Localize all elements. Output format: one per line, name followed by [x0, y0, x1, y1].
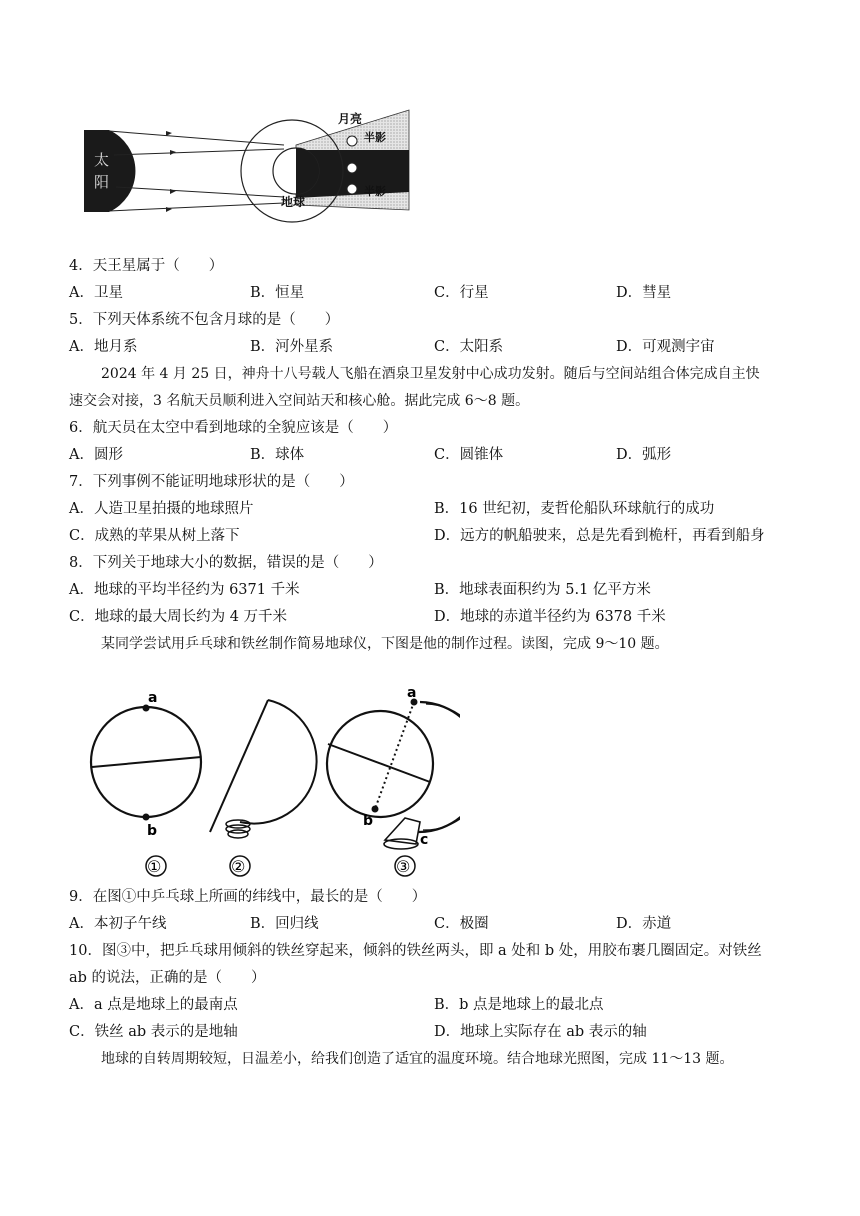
wire-coil [228, 830, 248, 838]
eclipse-diagram [84, 105, 424, 240]
penumbra-top-label: 半影 [364, 131, 386, 144]
latitude-line-3 [328, 744, 430, 782]
q10-stem-line2: ab 的说法，正确的是（ ） [69, 970, 266, 986]
q4-stem: 4．天王星属于（ ） [69, 258, 224, 274]
q9-option-c[interactable]: C．极圈 [434, 916, 489, 932]
q4-option-c[interactable]: C．行星 [434, 285, 489, 301]
q5-stem: 5．下列天体系统不包含月球的是（ ） [69, 312, 340, 328]
q10-option-c[interactable]: C．铁丝 ab 表示的是地轴 [69, 1024, 238, 1040]
earth-label: 地球 [281, 195, 306, 209]
q4-option-a[interactable]: A．卫星 [69, 285, 123, 301]
q7-option-a[interactable]: A．人造卫星拍摄的地球照片 [69, 501, 254, 517]
q5-option-b[interactable]: B．河外星系 [250, 339, 334, 355]
passage-6-8-line2: 速交会对接，3 名航天员顺利进入空间站天和核心舱。据此完成 6～8 题。 [69, 393, 530, 409]
sun-shape [84, 130, 135, 212]
q6-option-d[interactable]: D．弧形 [616, 447, 672, 463]
q9-stem: 9．在图①中乒乓球上所画的纬线中，最长的是（ ） [69, 889, 427, 905]
point-b-1 [143, 814, 150, 821]
q8-option-d[interactable]: D．地球的赤道半径约为 6378 千米 [434, 609, 666, 625]
q8-option-b[interactable]: B．地球表面积约为 5.1 亿平方米 [434, 582, 651, 598]
ray-arrow [170, 189, 176, 194]
sun-label-2: 阳 [94, 173, 110, 191]
label-a-1: a [148, 690, 158, 706]
q7-option-d[interactable]: D．远方的帆船驶来，总是先看到桅杆，再看到船身 [434, 528, 765, 544]
label-b-1: b [147, 823, 158, 839]
ray-arrow [166, 131, 172, 136]
wire-half-circle [240, 700, 317, 824]
passage-11-13-line1: 地球的自转周期较短，日温差小，给我们创造了适宜的温度环境。结合地球光照图，完成 11～13 题。 [101, 1051, 734, 1067]
q9-option-a[interactable]: A．本初子午线 [69, 916, 167, 932]
q7-option-b[interactable]: B．16 世纪初，麦哲伦船队环球航行的成功 [434, 501, 715, 517]
moon-middle [347, 163, 357, 173]
label-b-3: b [363, 813, 374, 829]
q7-stem: 7．下列事例不能证明地球形状的是（ ） [69, 474, 354, 490]
step-1-label: ① [147, 857, 162, 876]
q6-option-a[interactable]: A．圆形 [69, 447, 123, 463]
penumbra-bottom-label: 半影 [364, 185, 386, 198]
q6-stem: 6．航天员在太空中看到地球的全貌应该是（ ） [69, 420, 398, 436]
moon-label: 月亮 [338, 112, 363, 126]
light-ray [109, 203, 284, 211]
q6-option-b[interactable]: B．球体 [250, 447, 305, 463]
label-c-3: c [420, 832, 429, 848]
globe-arc-frame-inner [423, 704, 460, 830]
wire-shaft [210, 700, 268, 832]
moon-bottom [347, 184, 357, 194]
q9-option-b[interactable]: B．回归线 [250, 916, 319, 932]
q9-option-d[interactable]: D．赤道 [616, 916, 672, 932]
q4-option-d[interactable]: D．彗星 [616, 285, 672, 301]
moon-top [347, 136, 357, 146]
globe-arc-frame [418, 702, 460, 832]
light-ray [116, 187, 284, 197]
q7-option-c[interactable]: C．成熟的苹果从树上落下 [69, 528, 240, 544]
q10-option-b[interactable]: B．b 点是地球上的最北点 [434, 997, 604, 1013]
latitude-line-1 [92, 757, 201, 767]
label-a-3: a [407, 685, 417, 701]
q5-option-c[interactable]: C．太阳系 [434, 339, 504, 355]
passage-9-10-line1: 某同学尝试用乒乓球和铁丝制作简易地球仪，下图是他的制作过程。读图，完成 9～10 题。 [101, 636, 669, 652]
sun-label-1: 太 [94, 151, 110, 169]
q10-option-d[interactable]: D．地球上实际存在 ab 表示的轴 [434, 1024, 647, 1040]
q10-stem-line1: 10．图③中，把乒乓球用倾斜的铁丝穿起来，倾斜的铁丝两头，即 a 处和 b 处，用胶布裹几圈固定。对铁丝 [69, 943, 762, 959]
point-b-3 [372, 806, 379, 813]
step-3-label: ③ [396, 857, 411, 876]
q10-option-a[interactable]: A．a 点是地球上的最南点 [69, 997, 238, 1013]
q8-option-a[interactable]: A．地球的平均半径约为 6371 千米 [69, 582, 300, 598]
step-2-label: ② [231, 857, 246, 876]
q5-option-d[interactable]: D．可观测宇宙 [616, 339, 715, 355]
passage-6-8-line1: 2024 年 4 月 25 日，神舟十八号载人飞船在酒泉卫星发射中心成功发射。随后与空间站组合体完成自主快 [101, 366, 760, 382]
q5-option-a[interactable]: A．地月系 [69, 339, 138, 355]
q4-option-b[interactable]: B．恒星 [250, 285, 305, 301]
q8-option-c[interactable]: C．地球的最大周长约为 4 万千米 [69, 609, 288, 625]
q8-stem: 8．下列关于地球大小的数据，错误的是（ ） [69, 555, 383, 571]
light-ray [114, 149, 284, 155]
globe-making-diagram [80, 672, 460, 880]
q6-option-c[interactable]: C．圆锥体 [434, 447, 504, 463]
